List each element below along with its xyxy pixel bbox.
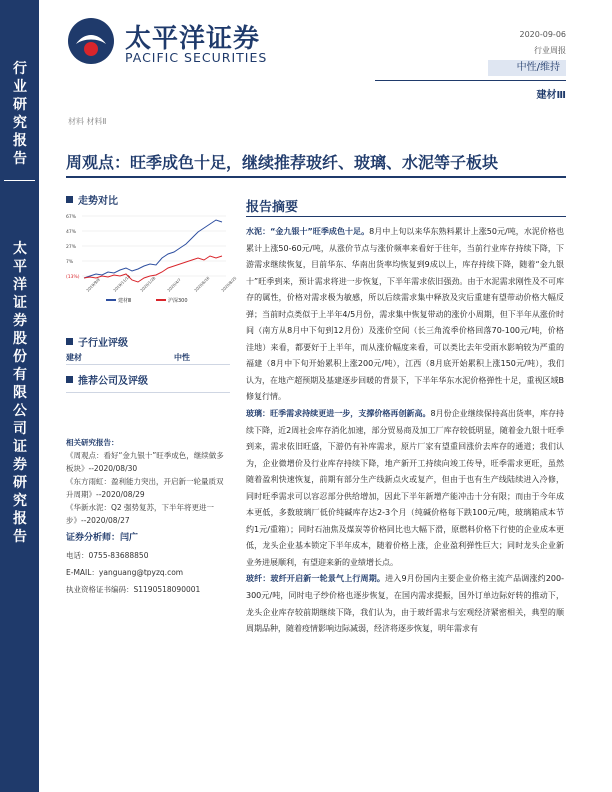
y-tick-label: (13%)	[66, 275, 80, 280]
bullet-square-icon	[66, 338, 73, 345]
abstract-paragraph-glass	[246, 406, 564, 571]
industry-label: 建材Ⅲ	[536, 90, 566, 101]
legend-label-index: 沪深300	[168, 298, 188, 304]
related-item[interactable]: 《东方雨虹：盈利能力突出，开启新一轮量质双升周期》--2020/08/29	[66, 477, 224, 499]
paragraph-lead: 玻纤：玻纤开启新一轮景气上行周期。	[246, 574, 386, 584]
paragraph-text: 进入9月份国内主要企业价格主流产品调涨约200-300元/吨，同时电子纱价格也逐步恢复，在国内需求提振，国外订单边际好转的推动下，龙头企业库存较前期继续下降，我们认为，由于玻纤需求与宏观经济紧密相关，典型的顺周期品种，随着疫情影响边际减弱，经济将逐步恢复，明年需求有	[246, 574, 565, 634]
pacific-logo-icon	[66, 16, 116, 66]
rating-industry: 建材	[66, 353, 82, 362]
abstract-paragraph-cement	[246, 224, 564, 406]
page-title: 周观点：旺季成色十足，继续推荐玻纤、玻璃、水泥等子板块	[66, 153, 499, 172]
rating-value: 中性	[174, 353, 190, 362]
analyst-block	[66, 530, 236, 598]
related-item[interactable]: 《周观点：看好“金九银十”旺季成色，继续做多板块》--2020/08/30	[66, 451, 224, 473]
sidebar-divider	[4, 180, 35, 181]
analyst-name: 证券分析师：闫广	[66, 533, 139, 543]
report-type: 行业周报	[534, 46, 566, 55]
brand-name-cn: 太平洋证券	[125, 24, 261, 54]
bullet-square-icon	[66, 376, 73, 383]
paragraph-text: 8月中上旬以来华东熟料累计上涨50元/吨，水泥价格也累计上涨50-60元/吨，从涨价节点与涨价频率来看好于往年，当前行业库存持续下降，下游需求继续恢复，目前华东、华南出货率均恢复到9成以上，库存持续下降，随着“金九银十”旺季到来，预计需求将进一步恢复，下半年需求依旧强劲。由于水泥需求刚性及不可库存的属性，价格对需求极为敏感，所以后续需求集中释放及灾后重建有望带动价格大幅反弹；当前时点类似于上半年4/5月份，需求集中恢复带动的涨价小周期，但下半年从涨价时间（南方从8月中下旬到12月份）及涨价空间（长三角流季价格回落70-100元/吨，价格洼地）来看，都要好于上半年，而从涨价幅度来看，可以类比去年受雨水影响较为严重的福建（8月中下旬开始累积上涨200元/吨），江西（8月底开始累积上涨150元/吨），我们认为，在地产超预期及基建逐步回暖的背景下，下半年华东水泥价格弹性十足，重视区域B修复行情。	[246, 227, 564, 402]
trend-chart	[66, 208, 238, 308]
trend-heading: 走势对比	[66, 192, 118, 207]
brand-name-en: PACIFIC SECURITIES	[125, 50, 268, 65]
picks-heading: 推荐公司及评级	[66, 372, 148, 387]
rating-badge: 中性/维持	[488, 60, 566, 76]
sidebar-report-label: 行业研究报告	[13, 61, 27, 167]
abstract-heading: 报告摘要	[246, 200, 299, 215]
x-tick-label: 2020/8/25	[220, 275, 238, 293]
analyst-cert: 执业资格证书编码：S1190518090001	[66, 585, 201, 594]
sidebar-company-label: 太平洋证券股份有限公司证券研究报告	[13, 241, 27, 545]
divider	[66, 392, 230, 393]
series-line-sector	[84, 220, 222, 278]
report-date: 2020-09-06	[519, 30, 566, 39]
legend-label-sector: 建材Ⅲ	[118, 298, 132, 304]
bullet-square-icon	[66, 196, 73, 203]
paragraph-lead: 玻璃：旺季需求持续更进一步，支撑价格再创新高。	[246, 409, 431, 419]
related-research	[66, 436, 230, 527]
related-item[interactable]: 《华新水泥：Q2 强势复苏，下半年将更进一步》--2020/08/27	[66, 503, 215, 525]
x-tick-label: 2019/9/9	[85, 277, 101, 293]
y-tick-label: 27%	[66, 245, 77, 250]
divider	[66, 364, 230, 365]
analyst-phone: 电话：0755-83688850	[66, 551, 149, 560]
abstract-divider	[246, 216, 566, 217]
header-divider	[375, 80, 566, 81]
y-tick-label: 47%	[66, 230, 77, 235]
y-tick-label: 7%	[66, 260, 74, 265]
x-tick-label: 2020/1/28	[139, 275, 157, 293]
x-tick-label: 2020/4/7	[166, 277, 182, 293]
breadcrumb: 材料 材料Ⅱ	[68, 117, 107, 126]
abstract-paragraph-fiberglass	[246, 571, 564, 637]
title-divider	[66, 176, 566, 178]
paragraph-text: 8月份企业继续保持高出货率，库存持续下降，近2周社会库存消化加速，部分贸易商及加工厂库存较低明显，随着金九银十旺季到来，需求依旧旺盛，下游仍有补库需求，原片厂家有望重回涨价去库存的通道；我们认为，企业微增价及行业库存持续下降，地产新开工持续向竣工传导，旺季需求更旺，虽然随着盈利快速恢复，前期有部分生产线新点火或复产，但由于也有生产线陆续进入冷修，同时旺季需求可以容忍部分供给增加，因此下半年新增产能冲击十分有限；而由于今年成本更低，多数玻璃厂低价纯碱库存达2-3个月（纯碱价格每下跌100元/吨，玻璃箱成本节约1元/重箱）；同时石油焦及煤炭等价格同比也大幅下滑，原燃料价格下行使的企业成本更低，龙头企业基本锁定下半年成本，随着价格上涨，企业盈利弹性巨大；同时龙头企业新业务进展顺利，有望迎来新的业绩增长点。	[246, 409, 565, 567]
y-tick-label: 67%	[66, 215, 77, 220]
rating-section-heading: 子行业评级	[66, 334, 128, 349]
x-tick-label: 2020/6/16	[193, 275, 211, 293]
analyst-email[interactable]: E-MAIL：yanguang@tpyzq.com	[66, 568, 184, 577]
x-tick-label: 2019/11/18	[112, 273, 132, 293]
abstract-body	[246, 224, 564, 638]
paragraph-lead: 水泥：“金九银十”旺季成色十足。	[246, 227, 370, 236]
trend-chart-svg	[66, 208, 238, 308]
related-label: 相关研究报告：	[66, 438, 119, 447]
